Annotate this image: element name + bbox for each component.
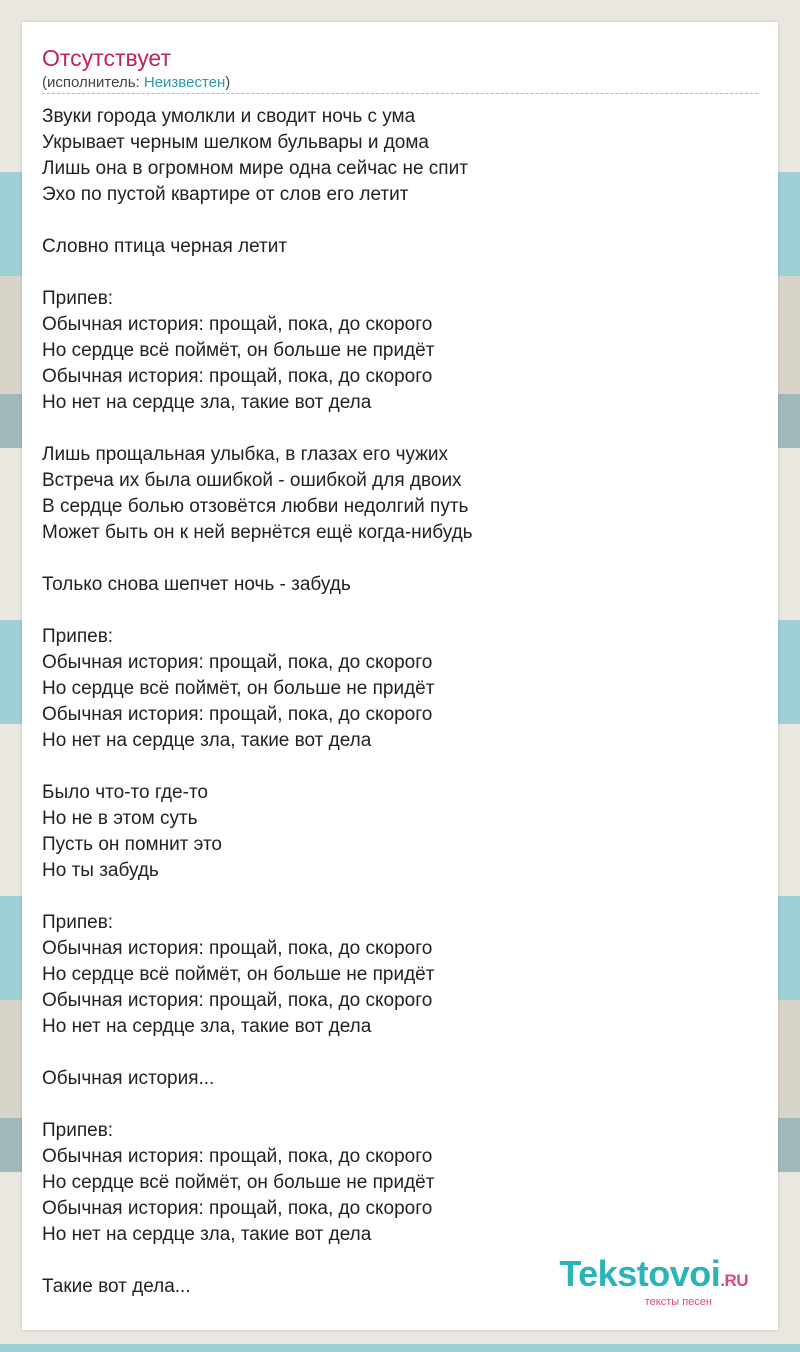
lyric-line xyxy=(42,416,758,442)
lyric-line: Обычная история: прощай, пока, до скорого xyxy=(42,652,433,673)
lyric-line: Только снова шепчет ночь - забудь xyxy=(42,574,351,595)
lyric-line: Обычная история: прощай, пока, до скорого xyxy=(42,366,433,387)
lyric-line xyxy=(42,546,758,572)
lyric-line: Но ты забудь xyxy=(42,860,159,881)
lyric-line: Но нет на сердце зла, такие вот дела xyxy=(42,392,372,413)
lyric-line: Может быть он к ней вернётся ещё когда-нибудь xyxy=(42,522,473,543)
title-divider xyxy=(42,93,758,94)
lyric-line: Обычная история: прощай, пока, до скорого xyxy=(42,314,433,335)
song-title: Отсутствует xyxy=(42,45,171,71)
lyric-line: Пусть он помнит это xyxy=(42,834,222,855)
site-logo[interactable] xyxy=(559,1253,748,1308)
lyric-line: Но нет на сердце зла, такие вот дела xyxy=(42,1224,372,1245)
lyric-line: В сердце болью отзовётся любви недолгий путь xyxy=(42,496,469,517)
artist-link[interactable]: Неизвестен xyxy=(143,74,226,91)
lyric-line: Припев: xyxy=(42,626,114,647)
lyric-line: Было что-то где-то xyxy=(42,782,208,803)
lyric-line xyxy=(42,754,758,780)
artist-close: ) xyxy=(225,74,231,91)
lyric-line: Обычная история: прощай, пока, до скорого xyxy=(42,938,433,959)
lyric-line: Но сердце всё поймёт, он больше не придёт xyxy=(42,964,435,985)
lyric-line: Припев: xyxy=(42,912,114,933)
artist-label: (исполнитель: xyxy=(42,74,144,91)
lyric-line: Но сердце всё поймёт, он больше не придёт xyxy=(42,678,435,699)
lyric-line: Обычная история: прощай, пока, до скорого xyxy=(42,704,433,725)
lyric-line: Но сердце всё поймёт, он больше не придёт xyxy=(42,1172,435,1193)
lyric-line: Но нет на сердце зла, такие вот дела xyxy=(42,730,372,751)
lyric-line: Припев: xyxy=(42,288,114,309)
lyric-line: Лишь прощальная улыбка, в глазах его чужих xyxy=(42,444,449,465)
lyric-line: Но сердце всё поймёт, он больше не придёт xyxy=(42,340,435,361)
lyric-line: Лишь она в огромном мире одна сейчас не спит xyxy=(42,158,468,179)
lyric-line: Словно птица черная летит xyxy=(42,236,288,257)
logo-name: Tekstovoi xyxy=(559,1253,721,1294)
lyrics-text xyxy=(42,104,758,1300)
lyric-line: Обычная история... xyxy=(42,1068,215,1089)
lyric-line: Звуки города умолкли и сводит ночь с ума xyxy=(42,106,416,127)
lyric-line: Укрывает черным шелком бульвары и дома xyxy=(42,132,429,153)
lyric-line xyxy=(42,260,758,286)
lyric-line xyxy=(42,208,758,234)
logo-brand xyxy=(559,1253,748,1299)
lyric-line: Обычная история: прощай, пока, до скорого xyxy=(42,1146,433,1167)
lyric-line xyxy=(42,1040,758,1066)
lyric-line: Такие вот дела... xyxy=(42,1276,191,1297)
lyric-line: Эхо по пустой квартире от слов его летит xyxy=(42,184,409,205)
lyric-line: Припев: xyxy=(42,1120,114,1141)
lyrics-card xyxy=(22,22,778,1330)
lyric-line: Но нет на сердце зла, такие вот дела xyxy=(42,1016,372,1037)
lyric-line xyxy=(42,598,758,624)
lyric-line: Обычная история: прощай, пока, до скорого xyxy=(42,1198,433,1219)
lyric-line xyxy=(42,884,758,910)
logo-tld: .RU xyxy=(720,1271,748,1290)
lyric-line: Но не в этом суть xyxy=(42,808,198,829)
lyric-line: Встреча их была ошибкой - ошибкой для двоих xyxy=(42,470,462,491)
artist-line xyxy=(42,73,230,93)
lyric-line: Обычная история: прощай, пока, до скорого xyxy=(42,990,433,1011)
logo-tagline: тексты песен xyxy=(644,1296,712,1308)
lyric-line xyxy=(42,1092,758,1118)
